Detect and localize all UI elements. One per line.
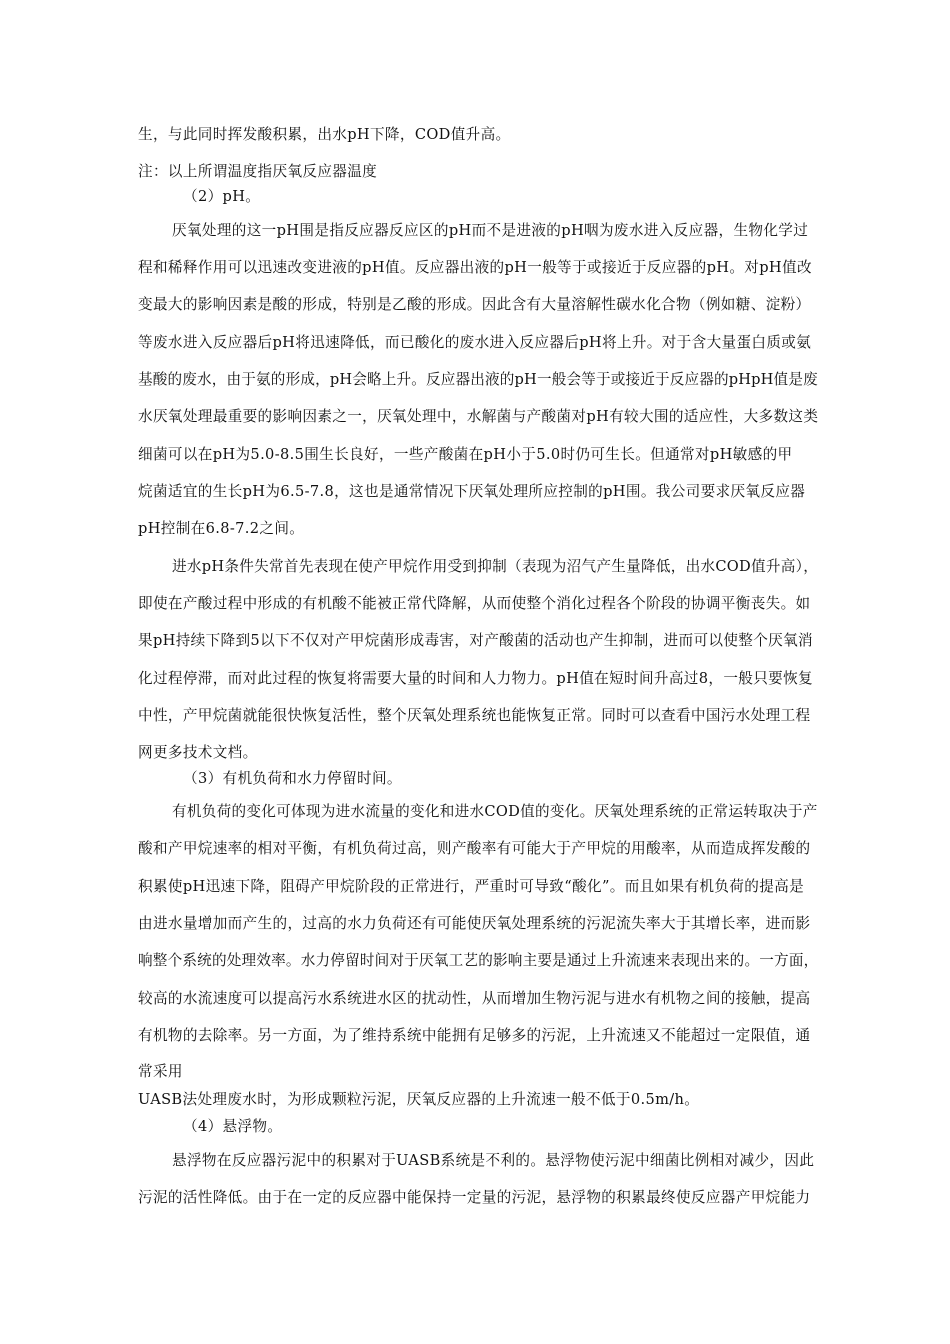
text-line: 悬浮物在反应器污泥中的积累对于UASB系统是不利的。悬浮物使污泥中细菌比例相对减少，因此 [172, 1152, 815, 1169]
text-line: 厌氧处理的这一pH围是指反应器反应区的pH而不是进液的pH咽为废水进入反应器，生物化学过 [172, 222, 809, 239]
text-line: 酸和产甲烷速率的相对平衡，有机负荷过高，则产酸率有可能大于产甲烷的用酸率，从而造成挥发酸的 [138, 840, 811, 857]
text-line: UASB法处理废水时，为形成颗粒污泥，厌氧反应器的上升流速一般不低于0.5m/h。 [138, 1091, 700, 1108]
text-line: 响整个系统的处理效率。水力停留时间对于厌氧工艺的影响主要是通过上升流速来表现出来的。一方面， [138, 952, 819, 969]
text-line: 变最大的影响因素是酸的形成，特别是乙酸的形成。因此含有大量溶解性碳水化合物（例如糖、淀粉） [138, 296, 811, 313]
text-line: 程和稀释作用可以迅速改变进液的pH值。反应器出液的pH一般等于或接近于反应器的pH。对pH值改 [138, 259, 812, 276]
text-line: 有机负荷的变化可体现为进水流量的变化和进水COD值的变化。厌氧处理系统的正常运转取决于产 [172, 803, 818, 820]
text-line: 烷菌适宜的生长pH为6.5-7.8，这也是通常情况下厌氧处理所应控制的pH围。我公司要求厌氧反应器 [138, 483, 806, 500]
text-line: 常采用 [138, 1063, 183, 1080]
text-line: 中性，产甲烷菌就能很快恢复活性，整个厌氧处理系统也能恢复正常。同时可以查看中国污水处理工程 [138, 707, 811, 724]
text-line: 基酸的废水，由于氨的形成，pH会略上升。反应器出液的pH一般会等于或接近于反应器的pHpH值是废 [138, 371, 818, 388]
text-line: pH控制在6.8-7.2之间。 [138, 520, 305, 537]
text-line: 细菌可以在pH为5.0-8.5围生长良好，一些产酸菌在pH小于5.0时仍可生长。但通常对pH敏感的甲 [138, 446, 793, 463]
text-line: 即使在产酸过程中形成的有机酸不能被正常代降解，从而使整个消化过程各个阶段的协调平衡丧失。如 [138, 595, 811, 612]
text-line: 生，与此同时挥发酸积累，出水pH下降，COD值升高。 [138, 126, 511, 143]
text-line: 网更多技术文档。 [138, 744, 258, 761]
text-line: 污泥的活性降低。由于在一定的反应器中能保持一定量的污泥，悬浮物的积累最终使反应器产甲烷能力 [138, 1189, 811, 1206]
text-line: 水厌氧处理最重要的影响因素之一，厌氧处理中，水解菌与产酸菌对pH有较大围的适应性，大多数这类 [138, 408, 819, 425]
section-heading: （2）pH。 [183, 188, 261, 205]
text-line: 积累使pH迅速下降，阻碍产甲烷阶段的正常进行，严重时可导致“酸化”。而且如果有机负荷的提高是 [138, 878, 805, 895]
text-line: 由进水量增加而产生的，过高的水力负荷还有可能使厌氧处理系统的污泥流失率大于其增长率，进而影 [138, 915, 811, 932]
text-line: 有机物的去除率。另一方面，为了维持系统中能拥有足够多的污泥，上升流速又不能超过一定限值，通 [138, 1027, 811, 1044]
section-heading: （4）悬浮物。 [183, 1118, 283, 1135]
text-line: 化过程停滞，而对此过程的恢复将需要大量的时间和人力物力。pH值在短时间升高过8，一般只要恢复 [138, 670, 813, 687]
text-line: 果pH持续下降到5以下不仅对产甲烷菌形成毒害，对产酸菌的活动也产生抑制，进而可以使整个厌氧消 [138, 632, 813, 649]
note-line: 注：以上所谓温度指厌氧反应器温度 [138, 163, 378, 180]
text-line: 较高的水流速度可以提高污水系统进水区的扰动性，从而增加生物污泥与进水有机物之间的接触，提高 [138, 990, 811, 1007]
text-line: 进水pH条件失常首先表现在使产甲烷作用受到抑制（表现为沼气产生量降低，出水COD值升高）， [172, 558, 819, 575]
text-line: 等废水进入反应器后pH将迅速降低，而已酸化的废水进入反应器后pH将上升。对于含大量蛋白质或氨 [138, 334, 812, 351]
section-heading: （3）有机负荷和水力停留时间。 [183, 770, 402, 787]
